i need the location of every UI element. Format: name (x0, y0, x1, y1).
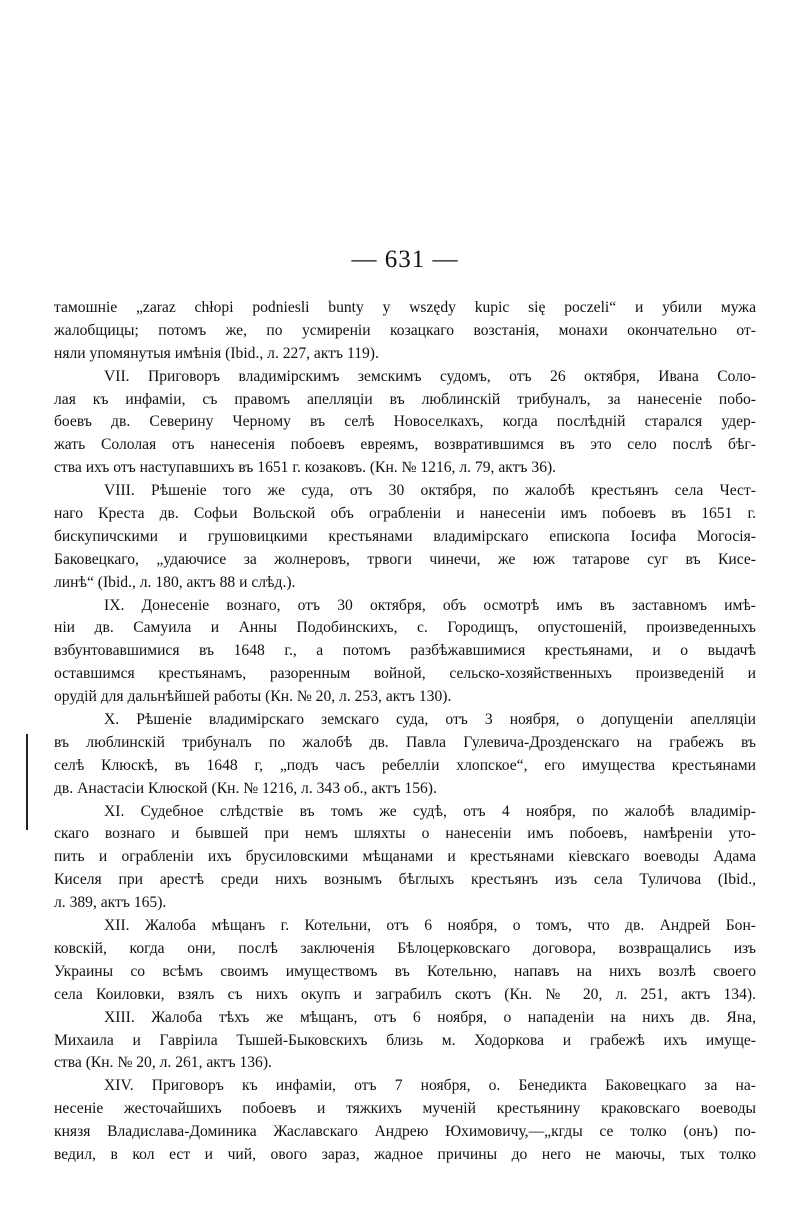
text-line: Киселя при арестѣ среди нихъ вознымъ бѣглыхъ крестьянъ изъ села Туличова (Ibid., (54, 871, 756, 889)
text-line: жалобщицы; потомъ же, по усмиреніи козацкаго возстанія, монахи окончательно от- (54, 321, 756, 339)
text-line: взбунтовавшимися въ 1648 г., а потомъ разбѣжавшимися крестьянами, и о выдачѣ (54, 642, 756, 660)
paragraph-start-xiii: XIII. Жалоба тѣхъ же мѣщанъ, отъ 6 ноября, о нападеніи на нихъ дв. Яна, (104, 1008, 756, 1026)
page-number: — 631 — (351, 246, 459, 273)
text-line: ковскій, когда они, послѣ заключенія Бѣлоцерковскаго договора, возвращались изъ (54, 939, 756, 957)
paragraph-start-vii: VII. Приговоръ владимірскимъ земскимъ судомъ, отъ 26 октября, Ивана Соло- (104, 367, 756, 385)
paragraph-start-xi: XI. Судебное слѣдствіе въ томъ же судѣ, отъ 4 ноября, по жалобѣ владимір- (104, 802, 756, 820)
text-line: дв. Анастасіи Клюской (Кн. № 1216, л. 343 об., актъ 156). (54, 779, 437, 797)
text-line: наго Креста дв. Софьи Вольской объ ограбленіи и нанесеніи имъ побоевъ въ 1651 г. (54, 505, 756, 523)
paragraph-start-xiv: XIV. Приговоръ къ инфаміи, отъ 7 ноября, о. Бенедикта Баковецкаго за на- (104, 1077, 756, 1095)
text-line: ведил, в кол ест и чий, ового зараз, жадное причины до него не маючы, тых толко (54, 1145, 756, 1163)
text-line: ніи дв. Самуила и Анны Подобинскихъ, с. Городищъ, опустошеній, произведенныхъ (54, 619, 756, 637)
text-line: оставшимся крестьянамъ, разоренным войной, сельско-хозяйственныхъ произведеній и (54, 665, 756, 683)
text-line: Украины со всѣмъ своимъ имуществомъ въ Котельню, напавъ на нихъ возлѣ своего (54, 962, 756, 980)
text-line: няли упомянутыя имѣнія (Ibid., л. 227, актъ 119). (54, 344, 379, 362)
text-line: тамошніе „zaraz chłopi podniesli bunty y wszędy kupic się poczeli“ и убили мужа (54, 299, 756, 316)
text-line: жать Сололая отъ нанесенія побоевъ евреямъ, возвратившимся въ это село послѣ бѣг- (54, 436, 756, 454)
text-line: въ люблинскій трибуналъ по жалобѣ дв. Павла Гулевича-Дрозденскаго на грабежъ въ (54, 733, 756, 751)
document-body (54, 297, 756, 1167)
text-line: несеніе жесточайшихъ побоевъ и тяжкихъ мученій крестьянину краковскаго воеводы (54, 1100, 756, 1118)
text-line: линѣ“ (Ibid., л. 180, актъ 88 и слѣд.). (54, 573, 296, 591)
text-line: Михаила и Гавріила Тышей-Быковскихъ близь м. Ходоркова и грабежѣ ихъ имуще- (54, 1031, 756, 1049)
text-line: скаго вознаго и бывшей при немъ шляхты о нанесеніи имъ побоевъ, намѣреніи уто- (54, 825, 756, 843)
paragraph-start-viii: VIII. Рѣшеніе того же суда, отъ 30 октября, по жалобѣ крестьянъ села Чест- (104, 482, 756, 500)
text-line: л. 389, актъ 165). (54, 894, 167, 912)
text-line: селѣ Клюскѣ, въ 1648 г, „подъ часъ ребелліи хлопское“, его имущества крестьянами (54, 756, 756, 774)
text-line: села Коиловки, взялъ съ нихъ окупъ и заграбилъ скотъ (Кн. № 20, л. 251, актъ 134). (54, 985, 756, 1003)
text-line: Баковецкаго, „удаючисе за жолнеровъ, трвоги чинечи, же юж татарове суг въ Кисе- (54, 550, 756, 568)
text-line: лая къ инфаміи, съ правомъ апелляціи въ люблинскій трибуналъ, за нанесеніе побо- (54, 390, 756, 408)
text-line: орудій для дальнѣйшей работы (Кн. № 20, л. 253, актъ 130). (54, 688, 452, 706)
text-line: боевъ дв. Северину Черному въ селѣ Новоселкахъ, когда послѣдній старался удер- (54, 413, 756, 431)
text-line: ства (Кн. № 20, л. 261, актъ 136). (54, 1054, 272, 1072)
text-line: князя Владислава-Доминика Жаславскаго Андрею Юхимовичу,—„кгды се толко (онъ) по- (54, 1123, 756, 1141)
text-line: пить и ограбленіи ихъ брусиловскими мѣщанами и крестьянами кіевскаго воеводы Адама (54, 848, 756, 866)
paragraph-start-ix: IX. Донесеніе вознаго, отъ 30 октября, объ осмотрѣ имъ въ заставномъ имѣ- (104, 596, 756, 614)
margin-mark (26, 734, 28, 830)
text-line: ства ихъ отъ наступавшихъ въ 1651 г. козаковъ. (Кн. № 1216, л. 79, актъ 36). (54, 459, 557, 477)
paragraph-start-x: X. Рѣшеніе владимірскаго земскаго суда, отъ 3 ноября, о допущеніи апелляціи (104, 711, 756, 729)
paragraph-start-xii: XII. Жалоба мѣщанъ г. Котельни, отъ 6 ноября, о томъ, что дв. Андрей Бон- (104, 917, 756, 935)
text-line: бискупичскими и грушовицкими крестьянами владимірскаго епископа Іосифа Могосія- (54, 527, 756, 545)
